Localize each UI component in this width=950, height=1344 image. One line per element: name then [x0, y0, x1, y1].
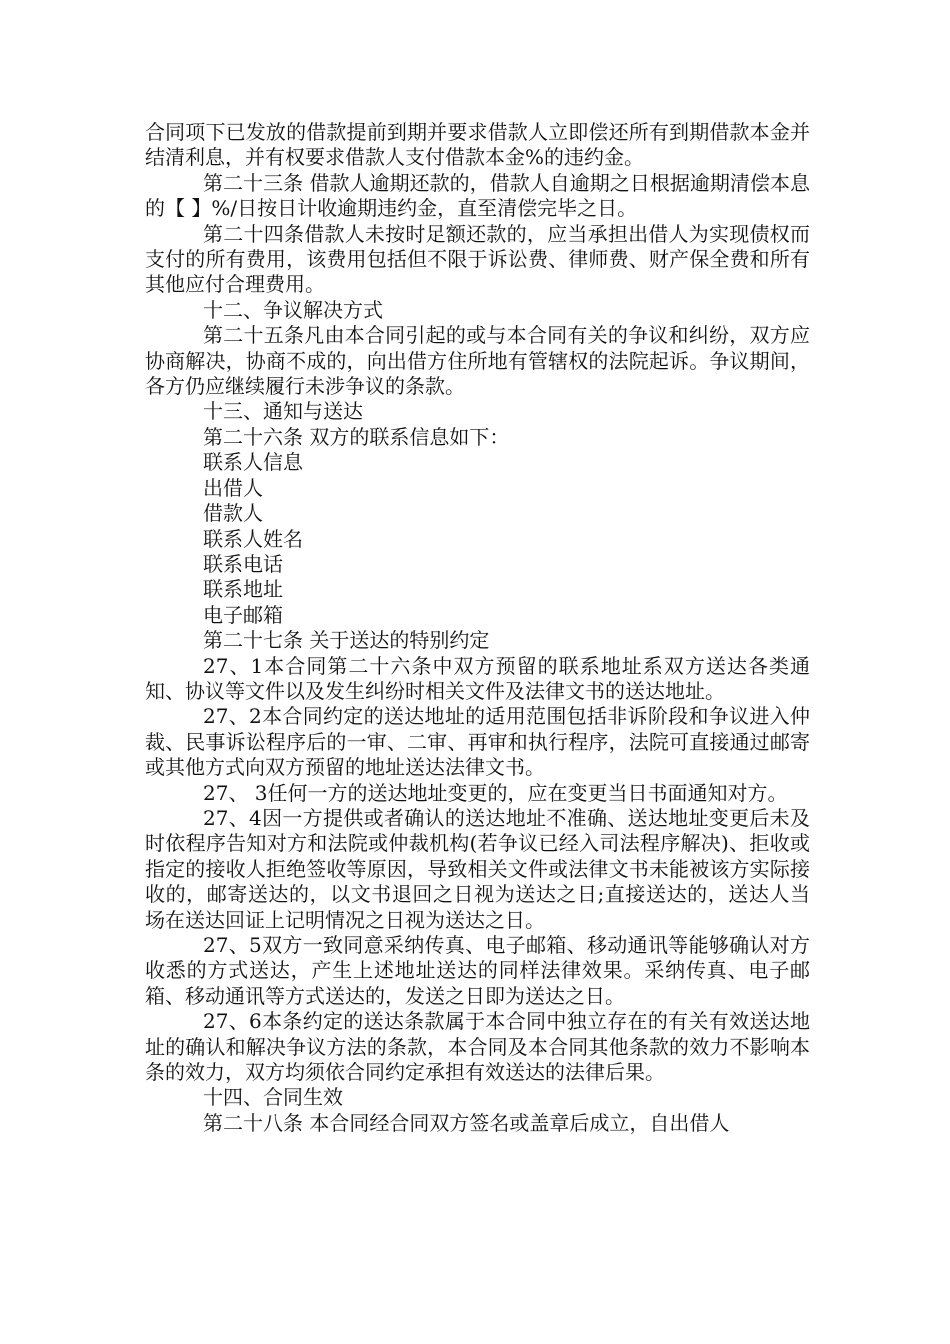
- document-paragraph: 合同项下已发放的借款提前到期并要求借款人立即偿还所有到期借款本金并结清利息，并有权要求借款人支付借款本金%的违约金。: [145, 120, 810, 170]
- document-paragraph: 第二十四条借款人未按时足额还款的，应当承担出借人为实现债权而支付的所有费用，该费用包括但不限于诉讼费、律师费、财产保全费和所有其他应付合理费用。: [145, 221, 810, 297]
- document-paragraph: 第二十六条 双方的联系信息如下：: [203, 424, 510, 449]
- document-paragraph: 借款人: [203, 501, 263, 526]
- document-paragraph: 联系人姓名: [203, 526, 303, 551]
- document-paragraph: 第二十五条凡由本合同引起的或与本合同有关的争议和纠纷，双方应协商解决，协商不成的，向出借方住所地有管辖权的法院起诉。争议期间，各方仍应继续履行未涉争议的条款。: [145, 323, 810, 399]
- document-paragraph: 第二十八条 本合同经合同双方签名或盖章后成立，自出借人: [203, 1110, 730, 1135]
- document-paragraph: 联系人信息: [203, 450, 303, 475]
- document-body: [145, 120, 810, 1136]
- document-paragraph: 联系地址: [203, 577, 283, 602]
- document-paragraph: 十二、争议解决方式: [203, 297, 383, 322]
- document-paragraph: 27、6本条约定的送达条款属于本合同中独立存在的有关有效送达地址的确认和解决争议方法的条款，本合同及本合同其他条款的效力不影响本条的效力，双方均须依合同约定承担有效送达的法律后果。: [145, 1009, 810, 1085]
- document-paragraph: 27、 3任何一方的送达地址变更的，应在变更当日书面通知对方。: [203, 780, 788, 805]
- document-paragraph: 第二十七条 关于送达的特别约定: [203, 628, 490, 653]
- document-paragraph: 27、4因一方提供或者确认的送达地址不准确、送达地址变更后未及时依程序告知对方和法院或仲裁机构(若争议已经入司法程序解决)、拒收或指定的接收人拒绝签收等原因，导致相关文件或法律文书未能被该方实际接收的，邮寄送达的，以文书退回之日视为送达之日;直接送达的，送达人当场在送达回证上记明情况之日视为送达之日。: [145, 805, 810, 932]
- document-paragraph: 27、5双方一致同意采纳传真、电子邮箱、移动通讯等能够确认对方收悉的方式送达，产生上述地址送达的同样法律效果。采纳传真、电子邮箱、移动通讯等方式送达的，发送之日即为送达之日。: [145, 933, 810, 1008]
- document-paragraph: 27、2本合同约定的送达地址的适用范围包括非诉阶段和争议进入仲裁、民事诉讼程序后的一审、二审、再审和执行程序，法院可直接通过邮寄或其他方式向双方预留的地址送达法律文书。: [145, 704, 810, 780]
- document-paragraph: 出借人: [203, 475, 263, 500]
- document-paragraph: 27、1本合同第二十六条中双方预留的联系地址系双方送达各类通知、协议等文件以及发生纠纷时相关文件及法律文书的送达地址。: [145, 653, 810, 703]
- document-paragraph: 十三、通知与送达: [203, 399, 363, 424]
- document-paragraph: 电子邮箱: [203, 602, 283, 627]
- document-paragraph: 十四、合同生效: [203, 1085, 343, 1110]
- document-paragraph: 第二十三条 借款人逾期还款的，借款人自逾期之日根据逾期清偿本息的【 】%/日按日计收逾期违约金，直至清偿完毕之日。: [145, 170, 810, 221]
- document-paragraph: 联系电话: [203, 551, 283, 576]
